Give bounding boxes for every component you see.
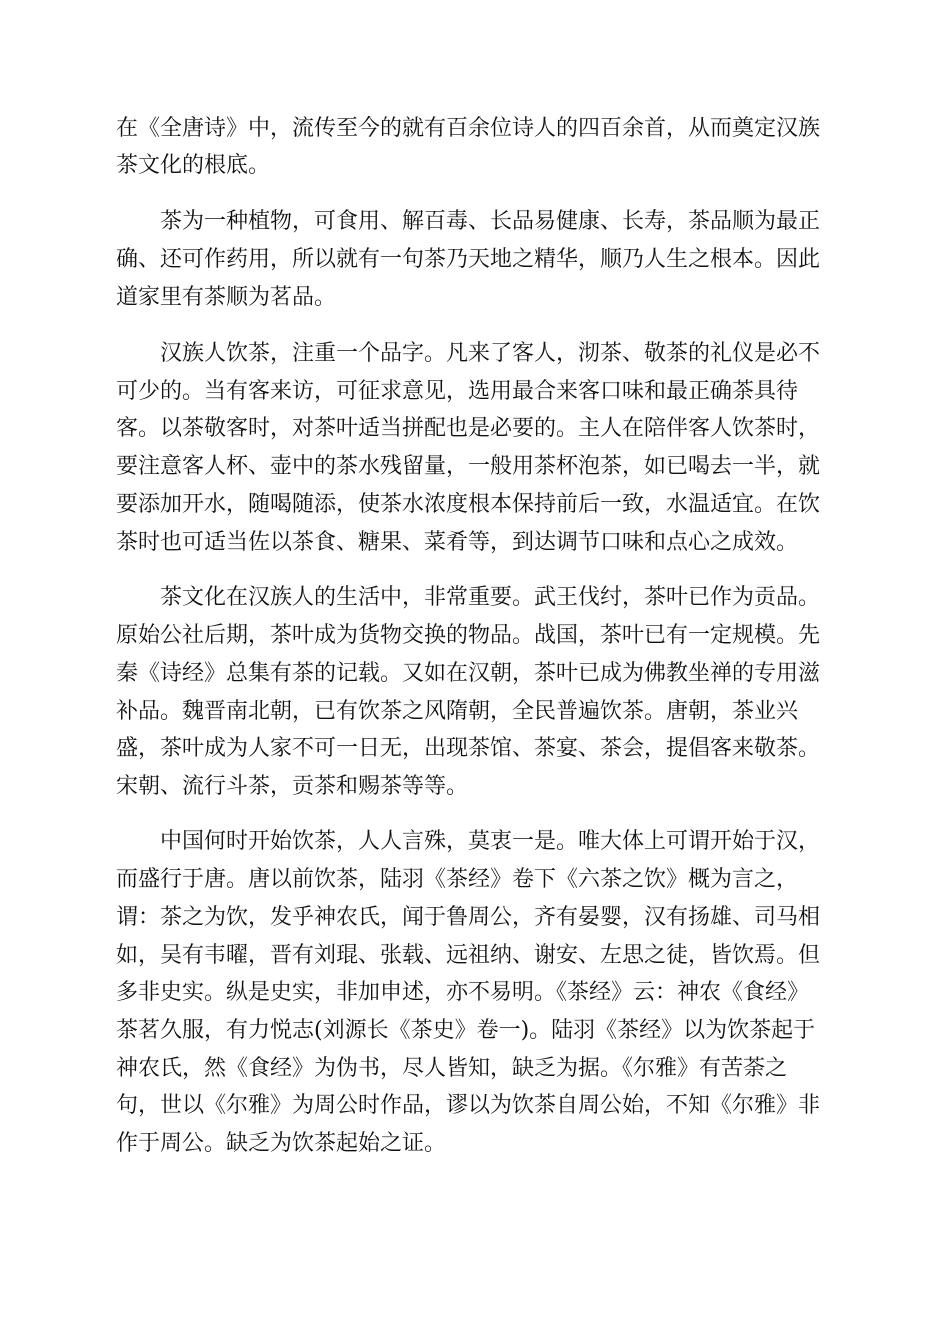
text-line: 要添加开水，随喝随添，使茶水浓度根本保持前后一致，水温适宜。在饮: [116, 492, 821, 517]
text-line: 客。以茶敬客时，对茶叶适当拼配也是必要的。主人在陪伴客人饮茶时，: [116, 416, 821, 441]
text-line: 谓：茶之为饮，发乎神农氏，闻于鲁周公，齐有晏婴，汉有扬雄、司马相: [116, 905, 821, 930]
text-line: 汉族人饮茶，注重一个品字。凡来了客人，沏茶、敬茶的礼仪是必不: [160, 341, 821, 366]
text-line: 确、还可作药用，所以就有一句茶乃天地之精华，顺乃人生之根本。因此: [116, 247, 821, 272]
text-line: 在《全唐诗》中，流传至今的就有百余位诗人的四百余首，从而奠定汉族: [116, 116, 821, 141]
text-line: 秦《诗经》总集有茶的记载。又如在汉朝，茶叶已成为佛教坐禅的专用滋: [116, 661, 821, 686]
text-line: 宋朝、流行斗茶，贡茶和赐茶等等。: [116, 774, 469, 799]
text-line: 多非史实。纵是史实，非加申述，亦不易明。《茶经》云：神农《食经》: [116, 980, 810, 1005]
text-line: 作于周公。缺乏为饮茶起始之证。: [116, 1131, 447, 1156]
text-line: 句，世以《尔雅》为周公时作品，谬以为饮茶自周公始，不知《尔雅》非: [116, 1093, 821, 1118]
text-line: 原始公社后期，茶叶成为货物交换的物品。战国，茶叶已有一定规模。先: [116, 623, 821, 648]
text-line: 茶时也可适当佐以茶食、糖果、菜肴等，到达调节口味和点心之成效。: [116, 530, 799, 555]
text-line: 而盛行于唐。唐以前饮茶，陆羽《茶经》卷下《六茶之饮》概为言之，: [116, 867, 799, 892]
text-line: 可少的。当有客来访，可征求意见，选用最合来客口味和最正确茶具待: [116, 379, 799, 404]
text-line: 盛，茶叶成为人家不可一日无，出现茶馆、茶宴、茶会，提倡客来敬茶。: [116, 736, 821, 761]
text-line: 神农氏，然《食经》为伪书，尽人皆知，缺乏为据。《尔雅》有苦荼之: [116, 1056, 788, 1081]
text-line: 道家里有茶顺为茗品。: [116, 285, 337, 310]
text-line: 茶为一种植物，可食用、解百毒、长品易健康、长寿，茶品顺为最正: [160, 209, 821, 234]
text-line: 茶文化的根底。: [116, 153, 271, 178]
text-line: 补品。魏晋南北朝，已有饮茶之风隋朝，全民普遍饮茶。唐朝，茶业兴: [116, 699, 799, 724]
text-line: 如，吴有韦曜，晋有刘琨、张载、远祖纳、谢安、左思之徒，皆饮焉。但: [116, 943, 821, 968]
text-line: 茶文化在汉族人的生活中，非常重要。武王伐纣，茶叶已作为贡品。: [160, 585, 821, 610]
text-line: 中国何时开始饮茶，人人言殊，莫衷一是。唯大体上可谓开始于汉，: [160, 829, 821, 854]
text-line: 茶茗久服，有力悦志(刘源长《茶史》卷一)。陆羽《茶经》以为饮茶起于: [116, 1018, 816, 1043]
text-line: 要注意客人杯、壶中的茶水残留量，一般用茶杯泡茶，如已喝去一半，就: [116, 454, 821, 479]
